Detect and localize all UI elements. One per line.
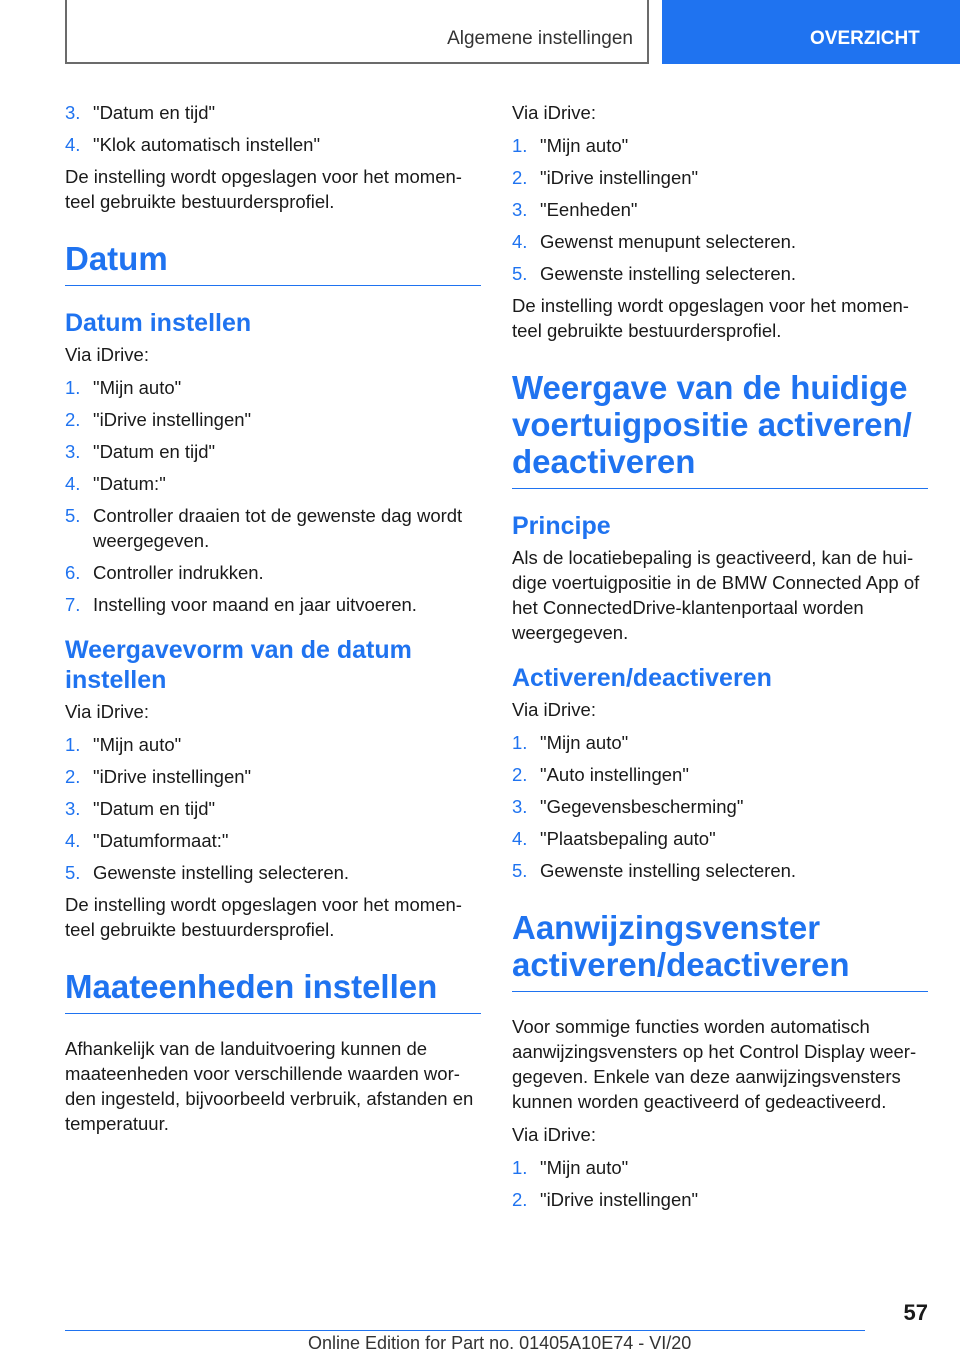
step-text: "Mijn auto"	[540, 135, 629, 156]
list-item	[512, 730, 928, 755]
step-text: "Mijn auto"	[540, 1157, 629, 1178]
via-idrive-label: Via iDrive:	[512, 1124, 596, 1145]
list-item	[65, 439, 481, 464]
page-header	[0, 0, 960, 66]
step-text: "Mijn auto"	[540, 732, 629, 753]
footer-edition: Online Edition for Part no. 01405A10E74 - VI/20	[308, 1333, 692, 1353]
heading-principe: Principe	[512, 512, 611, 540]
step-number: 4.	[512, 828, 528, 849]
list-item	[65, 592, 481, 617]
heading-maateenheden: Maateenheden instellen	[65, 968, 481, 1014]
weergavevorm-steps	[65, 732, 481, 885]
datum-steps	[65, 375, 481, 617]
via-idrive-label: Via iDrive:	[65, 344, 149, 365]
list-item	[65, 132, 481, 157]
step-number: 1.	[512, 1157, 528, 1178]
plaatsbepaling-steps	[512, 730, 928, 883]
list-item	[512, 858, 928, 883]
step-number: 2.	[512, 764, 528, 785]
step-number: 2.	[65, 409, 81, 430]
list-item	[512, 133, 928, 158]
step-text: "Mijn auto"	[93, 377, 182, 398]
page-number: 57	[903, 1300, 928, 1325]
aanwijzing-text: Voor sommige functies worden automatisch aanwijzingsvensters op het Control Display weergegeven. Enkele van deze aanwijzingsvensters kunnen worden geactiveerd of gedeactiveerd.	[512, 1016, 917, 1112]
principe-text: Als de locatiebepaling is geactiveerd, kan de huidige voertuigpositie in de BMW Connected App of het ConnectedDrive-klantenportaal worden weergegeven.	[512, 547, 920, 643]
step-text: "iDrive instellingen"	[93, 766, 252, 787]
step-number: 1.	[512, 135, 528, 156]
eenheden-steps	[512, 133, 928, 286]
step-number: 3.	[512, 796, 528, 817]
step-number: 4.	[65, 830, 81, 851]
heading-weergave-voertuigpositie: Weergave van de huidige voertuigpositie activeren/ deactiveren	[512, 369, 928, 489]
list-item	[512, 762, 928, 787]
step-text: "iDrive instellingen"	[93, 409, 252, 430]
heading-datum: Datum	[65, 240, 481, 286]
aanwijzing-steps	[512, 1155, 928, 1212]
via-idrive-label: Via iDrive:	[65, 701, 149, 722]
list-item	[65, 828, 481, 853]
intro-steps	[65, 100, 481, 157]
step-text: "Datum en tijd"	[93, 102, 216, 123]
list-item	[65, 471, 481, 496]
step-text: "Gegevensbescherming"	[540, 796, 744, 817]
step-number: 6.	[65, 562, 81, 583]
step-number: 5.	[512, 860, 528, 881]
list-item	[512, 826, 928, 851]
list-item	[65, 796, 481, 821]
step-text: Gewenste instelling selecteren.	[93, 862, 350, 883]
step-text: "Datumformaat:"	[93, 830, 229, 851]
list-item	[65, 732, 481, 757]
list-item	[65, 375, 481, 400]
maateenheden-text: Afhankelijk van de landuitvoering kunnen de maateenheden voor verschillende waarden worden ingesteld, bijvoorbeeld verbruik, afstanden en temperatuur.	[65, 1038, 474, 1134]
step-text: "iDrive instellingen"	[540, 1189, 699, 1210]
step-number: 5.	[512, 263, 528, 284]
heading-aanwijzingsvenster: Aanwijzingsvenster activeren/deactiveren	[512, 909, 928, 992]
step-number: 7.	[65, 594, 81, 615]
profile-note: De instelling wordt opgeslagen voor het momenteel gebruikte bestuurdersprofiel.	[65, 894, 462, 940]
step-number: 3.	[65, 102, 81, 123]
intro-note: De instelling wordt opgeslagen voor het momenteel gebruikte bestuurdersprofiel.	[65, 166, 462, 212]
step-number: 3.	[65, 441, 81, 462]
step-text: "Eenheden"	[540, 199, 638, 220]
list-item	[512, 165, 928, 190]
step-text: "iDrive instellingen"	[540, 167, 699, 188]
step-text: Controller draaien tot de gewenste dag wordt weergegeven.	[93, 505, 463, 551]
overview-tab-label: OVERZICHT	[810, 28, 920, 49]
list-item	[65, 407, 481, 432]
step-number: 1.	[65, 377, 81, 398]
step-text: "Plaatsbepaling auto"	[540, 828, 716, 849]
step-number: 1.	[65, 734, 81, 755]
list-item	[512, 229, 928, 254]
heading-activeren-deactiveren: Activeren/deactiveren	[512, 664, 772, 692]
step-number: 4.	[512, 231, 528, 252]
step-number: 5.	[65, 862, 81, 883]
header-section-title: Algemene instellingen	[447, 28, 633, 49]
list-item	[512, 197, 928, 222]
step-text: Instelling voor maand en jaar uitvoeren.	[93, 594, 417, 615]
left-column	[65, 100, 481, 1144]
step-number: 2.	[512, 167, 528, 188]
step-number: 4.	[65, 473, 81, 494]
via-idrive-label: Via iDrive:	[512, 102, 596, 123]
step-text: Gewenste instelling selecteren.	[540, 263, 797, 284]
via-idrive-label: Via iDrive:	[512, 699, 596, 720]
step-number: 2.	[512, 1189, 528, 1210]
list-item	[65, 860, 481, 885]
footer-divider	[65, 1330, 865, 1331]
step-number: 5.	[65, 505, 81, 526]
heading-weergavevorm: Weergavevorm van de datum instellen	[65, 636, 412, 694]
list-item	[512, 794, 928, 819]
step-text: "Mijn auto"	[93, 734, 182, 755]
step-text: Gewenste instelling selecteren.	[540, 860, 797, 881]
step-text: Gewenst menupunt selecteren.	[540, 231, 797, 252]
list-item	[65, 503, 481, 553]
right-column	[512, 100, 928, 1219]
list-item	[65, 100, 481, 125]
step-number: 1.	[512, 732, 528, 753]
step-number: 3.	[65, 798, 81, 819]
step-text: "Klok automatisch instellen"	[93, 134, 321, 155]
step-text: "Auto instellingen"	[540, 764, 689, 785]
step-text: "Datum en tijd"	[93, 441, 216, 462]
heading-datum-instellen: Datum instellen	[65, 309, 252, 337]
step-text: "Datum en tijd"	[93, 798, 216, 819]
list-item	[65, 560, 481, 585]
list-item	[65, 764, 481, 789]
overview-tab[interactable]	[662, 0, 960, 64]
step-text: Controller indrukken.	[93, 562, 264, 583]
step-number: 4.	[65, 134, 81, 155]
step-number: 2.	[65, 766, 81, 787]
list-item	[512, 1187, 928, 1212]
list-item	[512, 1155, 928, 1180]
list-item	[512, 261, 928, 286]
step-text: "Datum:"	[93, 473, 166, 494]
step-number: 3.	[512, 199, 528, 220]
header-section-box	[65, 0, 649, 64]
profile-note: De instelling wordt opgeslagen voor het momenteel gebruikte bestuurdersprofiel.	[512, 295, 909, 341]
